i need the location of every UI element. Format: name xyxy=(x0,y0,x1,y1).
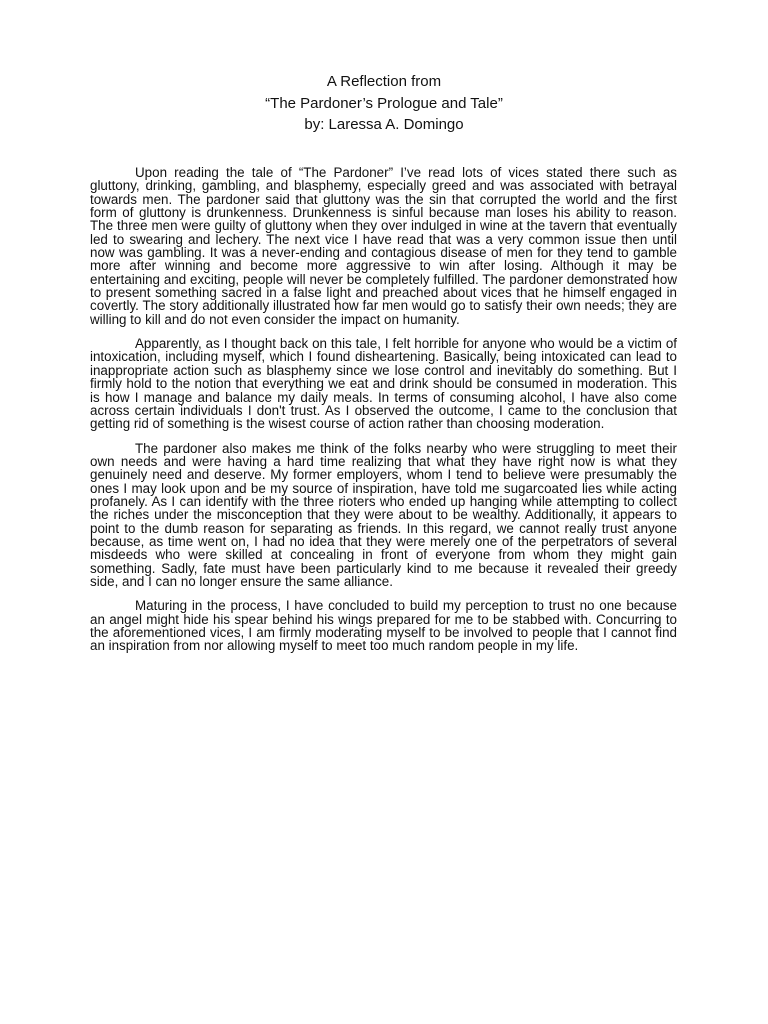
title-line-heading: A Reflection from xyxy=(326,73,442,90)
paragraph-2: Apparently, as I thought back on this tale, I felt horrible for anyone who would be a victim of intoxication, including myself, which I found disheartening. Basically, being intoxicated can lead to inappropriate action such as blasphemy since we lose control and inevitably do something. But I firmly hold to the notion that everything we eat and drink should be consumed in moderation. This is how I manage and balance my daily meals. In terms of consuming alcohol, I have also come across certain individuals I don't trust. As I observed the outcome, I came to the conclusion that getting rid of something is the wisest course of action rather than choosing moderation. xyxy=(90,336,677,432)
paragraph-4: Maturing in the process, I have concluded to build my perception to trust no one because an angel might hide his spear behind his wings prepared for me to be stabbed with. Concurring to the aforementioned vices, I am firmly moderating myself to be involved to people that I cannot find an inspiration from nor allowing myself to meet too much random people in my life. xyxy=(90,598,677,654)
paragraph-1: Upon reading the tale of “The Pardoner” I’ve read lots of vices stated there such as gluttony, drinking, gambling, and blasphemy, especially greed and was associated with betrayal towards men. The pardoner said that gluttony was the sin that corrupted the world and the first form of gluttony is drunkenness. Drunkenness is sinful because man loses his ability to reason. The three men were guilty of gluttony when they over indulged in wine at the tavern that eventually led to swearing and lechery. The next vice I have read that was a very common issue then until now was gambling. It was a never-ending and contagious disease of men for they tend to gamble more after winning and become more aggressive to win after losing. Although it may be entertaining and exciting, people will never be completely fulfilled. The pardoner demonstrated how to present something sacred in a false light and preached about vices that he himself engaged in covertly. The story additionally illustrated how far men would go to satisfy their own needs; they are willing to kill and do not even consider the impact on humanity. xyxy=(90,165,677,327)
document-title xyxy=(0,71,768,136)
paragraph-3: The pardoner also makes me think of the folks nearby who were struggling to meet their own needs and were having a hard time realizing that what they have right now is what they genuinely need and deserve. My former employers, whom I tend to believe were presumably the ones I may look upon and be my source of inspiration, have told me sugarcoated lies while acting profanely. As I can identify with the three rioters who ended up hanging while attempting to collect the riches under the misconception that they were about to be wealthy. Additionally, it appears to point to the dumb reason for separating as friends. In this regard, we cannot really trust anyone because, as time went on, I had no idea that they were merely one of the perpetrators of several misdeeds who were skilled at concealing in front of everyone from whom they might gain something. Sadly, fate must have been particularly kind to me because it revealed their greedy side, and I can no longer ensure the same alliance. xyxy=(90,440,677,589)
document-body xyxy=(90,166,677,664)
title-line-subject: “The Pardoner’s Prologue and Tale” xyxy=(265,94,503,112)
title-line-author: by: Laressa A. Domingo xyxy=(304,116,464,133)
